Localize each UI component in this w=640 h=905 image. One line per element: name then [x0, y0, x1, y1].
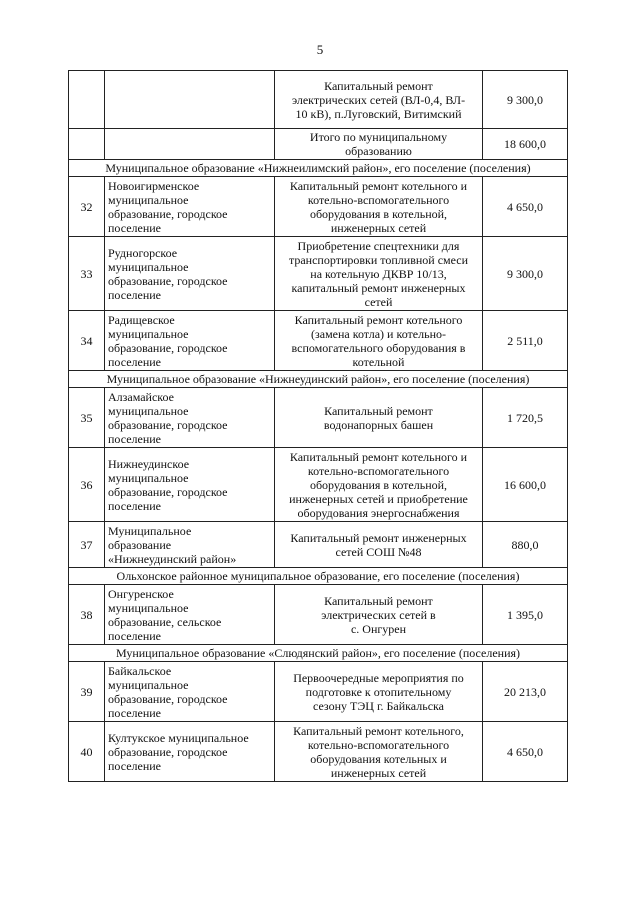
municipality-cell-text: Рудногорское муниципальное образование, городское поселение [108, 245, 228, 302]
activity-cell [275, 129, 483, 160]
row-number [69, 722, 105, 782]
amount-cell [483, 662, 568, 722]
municipality-cell-text: Нижнеудинское муниципальное образование, городское поселение [108, 456, 228, 513]
row-number-text: 39 [80, 684, 93, 699]
activity-cell-text: Капитальный ремонт котельного (замена котла) и котельно- вспомогательного оборудования в котельной [291, 312, 466, 369]
municipality-cell [105, 237, 275, 311]
municipality-cell [105, 722, 275, 782]
activity-cell-text: Капитальный ремонт котельного и котельно-вспомогательного оборудования в котельной, инженерных сетей и приобретение оборудования энергоснабжения [289, 449, 468, 520]
row-number [69, 129, 105, 160]
section-title: Муниципальное образование «Слюдянский район», его поселение (поселения) [69, 645, 568, 662]
amount-cell [483, 522, 568, 568]
activity-cell [275, 662, 483, 722]
activity-cell [275, 71, 483, 129]
amount-cell-text: 16 600,0 [504, 477, 546, 492]
amount-cell [483, 585, 568, 645]
amount-cell-text: 9 300,0 [507, 92, 543, 107]
municipality-cell-text: Радищевское муниципальное образование, городское поселение [108, 312, 228, 369]
amount-cell-text: 1 395,0 [507, 607, 543, 622]
amount-cell [483, 448, 568, 522]
activity-cell [275, 722, 483, 782]
amount-cell [483, 388, 568, 448]
row-number-text: 38 [80, 607, 93, 622]
amount-cell [483, 129, 568, 160]
municipality-cell [105, 448, 275, 522]
amount-cell [483, 71, 568, 129]
funding-table [68, 70, 568, 782]
municipality-cell [105, 388, 275, 448]
amount-cell-text: 4 650,0 [507, 199, 543, 214]
amount-cell-text: 2 511,0 [507, 333, 543, 348]
activity-cell-text: Приобретение спецтехники для транспортировки топливной смеси на котельную ДКВР 10/13, капитальный ремонт инженерных сетей [288, 238, 469, 309]
row-number-text: 40 [80, 744, 93, 759]
amount-cell-text: 1 720,5 [507, 410, 543, 425]
row-number [69, 177, 105, 237]
amount-cell [483, 237, 568, 311]
table-row [69, 388, 568, 448]
section-header-row [69, 568, 568, 585]
amount-cell-text: 4 650,0 [507, 744, 543, 759]
activity-cell-text: Первоочередные мероприятия по подготовке к отопительному сезону ТЭЦ г. Байкальска [293, 670, 464, 713]
section-title: Муниципальное образование «Нижнеудинский район», его поселение (поселения) [69, 371, 568, 388]
section-header-row [69, 371, 568, 388]
activity-cell [275, 448, 483, 522]
municipality-cell [105, 662, 275, 722]
table-row [69, 722, 568, 782]
activity-cell [275, 388, 483, 448]
amount-cell-text: 20 213,0 [504, 684, 546, 699]
table-row [69, 129, 568, 160]
municipality-cell [105, 585, 275, 645]
row-number [69, 237, 105, 311]
table-row [69, 522, 568, 568]
municipality-cell-text: Алзамайское муниципальное образование, городское поселение [108, 389, 228, 446]
activity-cell [275, 311, 483, 371]
municipality-cell-text: Новоигирменское муниципальное образование, городское поселение [108, 178, 228, 235]
row-number-text: 35 [80, 410, 93, 425]
table-row [69, 71, 568, 129]
row-number [69, 585, 105, 645]
amount-cell [483, 722, 568, 782]
amount-cell-text: 18 600,0 [504, 137, 546, 151]
municipality-cell [105, 522, 275, 568]
amount-cell-text: 9 300,0 [507, 266, 543, 281]
table-row [69, 237, 568, 311]
activity-cell-text: Капитальный ремонт электрических сетей (ВЛ-0,4, ВЛ- 10 кВ), п.Луговский, Витимский [291, 78, 466, 121]
table-row [69, 311, 568, 371]
table-row [69, 662, 568, 722]
row-number [69, 71, 105, 129]
row-number [69, 388, 105, 448]
table-row [69, 177, 568, 237]
row-number-text: 37 [80, 537, 93, 552]
section-title: Ольхонское районное муниципальное образование, его поселение (поселения) [69, 568, 568, 585]
activity-cell-text: Итого по муниципальному образованию [309, 130, 448, 158]
section-title: Муниципальное образование «Нижнеилимский район», его поселение (поселения) [69, 160, 568, 177]
row-number [69, 522, 105, 568]
activity-cell [275, 585, 483, 645]
row-number-text: 33 [80, 266, 93, 281]
row-number [69, 311, 105, 371]
activity-cell-text: Капитальный ремонт инженерных сетей СОШ №48 [290, 530, 467, 559]
municipality-cell-text: Култукское муниципальное образование, городское поселение [108, 730, 249, 773]
municipality-cell [105, 177, 275, 237]
page-number: 5 [316, 42, 324, 57]
municipality-cell [105, 311, 275, 371]
activity-cell [275, 522, 483, 568]
row-number [69, 662, 105, 722]
row-number-text: 34 [80, 333, 93, 348]
activity-cell [275, 177, 483, 237]
activity-cell-text: Капитальный ремонт электрических сетей в с. Онгурен [321, 593, 436, 636]
municipality-cell [105, 71, 275, 129]
section-header-row [69, 160, 568, 177]
row-number-text: 32 [80, 199, 93, 214]
amount-cell-text: 880,0 [511, 537, 539, 552]
activity-cell [275, 237, 483, 311]
activity-cell-text: Капитальный ремонт котельного, котельно-вспомогательного оборудования котельных и инженерных сетей [293, 723, 464, 780]
activity-cell-text: Капитальный ремонт водонапорных башен [323, 403, 434, 432]
section-header-row [69, 645, 568, 662]
row-number [69, 448, 105, 522]
amount-cell [483, 177, 568, 237]
row-number-text: 36 [80, 477, 93, 492]
municipality-cell-text: Онгуренское муниципальное образование, сельское поселение [108, 586, 222, 643]
activity-cell-text: Капитальный ремонт котельного и котельно-вспомогательного оборудования в котельной, инженерных сетей [289, 178, 468, 235]
municipality-cell [105, 129, 275, 160]
municipality-cell-text: Байкальское муниципальное образование, городское поселение [108, 663, 228, 720]
table-row [69, 585, 568, 645]
table-row [69, 448, 568, 522]
municipality-cell-text: Муниципальное образование «Нижнеудинский район» [108, 523, 237, 566]
amount-cell [483, 311, 568, 371]
